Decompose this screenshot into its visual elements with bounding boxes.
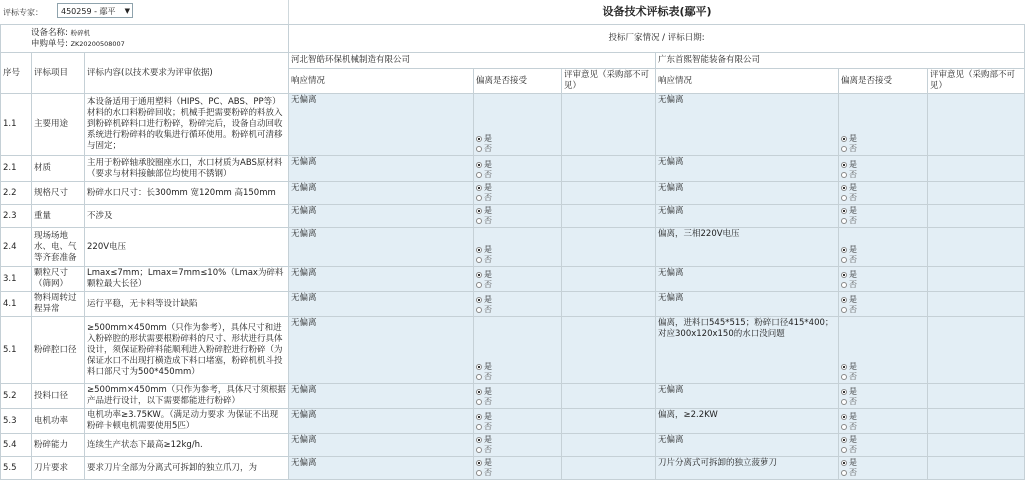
row-item: 规格尺寸 (32, 182, 85, 205)
v1-opinion[interactable] (562, 409, 656, 434)
row-item: 重量 (32, 205, 85, 228)
radio-circle-icon (476, 162, 482, 168)
radio-label: 否 (484, 193, 492, 202)
v2-accept (839, 182, 928, 205)
accept-no-radio[interactable] (841, 372, 925, 382)
v1-response[interactable]: 无偏离 (289, 434, 474, 457)
v1-opinion[interactable] (562, 228, 656, 267)
row-seq: 5.5 (1, 457, 32, 480)
accept-no-radio[interactable] (841, 280, 925, 290)
row-seq: 2.2 (1, 182, 32, 205)
accept-yes-radio[interactable] (476, 160, 559, 170)
radio-label: 是 (849, 206, 857, 215)
radio-circle-icon (476, 282, 482, 288)
evaluation-table (0, 24, 1025, 480)
table-row (1, 457, 1025, 480)
radio-circle-icon (476, 272, 482, 278)
radio-label: 否 (849, 422, 857, 431)
accept-yes-radio[interactable] (476, 206, 559, 216)
row-content: 主用于粉碎轴承胶圈座水口，水口材质为ABS原材料（要求与材料接触部位均使用不锈钢） (85, 156, 289, 182)
row-content: ≥500mm×450mm（只作为参考），具体尺寸和进入粉碎腔的形状需要根粉碎料的尺寸、形状进行具体设计，须保证粉碎料能顺利进入粉碎腔进行粉碎（为保证水口不出现打横造成下料口堵塞，粉碎机机斗投料口部尺寸为500*450mm） (85, 317, 289, 384)
v1-accept (474, 457, 562, 480)
v2-response[interactable]: 偏离，三相220V电压 (656, 228, 839, 267)
radio-circle-icon (841, 414, 847, 420)
radio-label: 否 (484, 468, 492, 477)
radio-circle-icon (841, 218, 847, 224)
radio-label: 否 (484, 397, 492, 406)
accept-yes-radio[interactable] (476, 458, 559, 468)
v2-opinion[interactable] (928, 409, 1025, 434)
accept-no-radio[interactable] (841, 216, 925, 226)
v2-opinion[interactable] (928, 457, 1025, 480)
row-item: 投料口径 (32, 384, 85, 409)
accept-no-radio[interactable] (476, 445, 559, 455)
radio-label: 是 (849, 412, 857, 421)
row-seq: 4.1 (1, 292, 32, 317)
v1-opinion-header: 评审意见（采购部不可见） (562, 69, 656, 94)
radio-label: 否 (484, 445, 492, 454)
radio-circle-icon (476, 470, 482, 476)
v2-accept (839, 317, 928, 384)
radio-circle-icon (476, 374, 482, 380)
radio-circle-icon (841, 247, 847, 253)
radio-label: 否 (849, 280, 857, 289)
accept-no-radio[interactable] (476, 397, 559, 407)
accept-no-radio[interactable] (476, 468, 559, 478)
radio-circle-icon (841, 399, 847, 405)
v1-accept (474, 434, 562, 457)
accept-yes-radio[interactable] (841, 160, 925, 170)
equipment-info (1, 25, 289, 53)
radio-label: 是 (484, 183, 492, 192)
row-seq: 2.4 (1, 228, 32, 267)
accept-yes-radio[interactable] (841, 435, 925, 445)
radio-label: 否 (849, 305, 857, 314)
radio-label: 否 (849, 216, 857, 225)
accept-no-radio[interactable] (476, 144, 559, 154)
row-content: 粉碎水口尺寸：长300mm 宽120mm 高150mm (85, 182, 289, 205)
radio-label: 否 (484, 422, 492, 431)
row-seq: 5.3 (1, 409, 32, 434)
radio-circle-icon (476, 307, 482, 313)
radio-circle-icon (476, 136, 482, 142)
accept-yes-radio[interactable] (841, 206, 925, 216)
radio-label: 否 (849, 372, 857, 381)
v1-accept (474, 205, 562, 228)
table-row (1, 434, 1025, 457)
radio-circle-icon (841, 424, 847, 430)
radio-circle-icon (841, 136, 847, 142)
v2-response[interactable]: 无偏离 (656, 384, 839, 409)
radio-label: 是 (484, 206, 492, 215)
row-item: 材质 (32, 156, 85, 182)
v2-opinion[interactable] (928, 205, 1025, 228)
row-content: 运行平稳，无卡料等设计缺陷 (85, 292, 289, 317)
requisition-label: 申购单号: (31, 38, 68, 49)
v1-accept (474, 384, 562, 409)
radio-circle-icon (841, 364, 847, 370)
v1-response[interactable]: 无偏离 (289, 156, 474, 182)
radio-circle-icon (841, 257, 847, 263)
radio-circle-icon (476, 460, 482, 466)
radio-circle-icon (476, 447, 482, 453)
v2-response-header: 响应情况 (656, 69, 839, 94)
accept-yes-radio[interactable] (476, 270, 559, 280)
accept-yes-radio[interactable] (841, 183, 925, 193)
radio-label: 是 (849, 435, 857, 444)
table-row (1, 228, 1025, 267)
radio-label: 否 (484, 305, 492, 314)
expert-selector-bar (0, 0, 288, 25)
radio-label: 是 (849, 270, 857, 279)
radio-circle-icon (476, 399, 482, 405)
radio-circle-icon (841, 437, 847, 443)
table-row (1, 94, 1025, 156)
row-content: ≥500mm×450mm（只作为参考，具体尺寸须根据产品进行设计，以下需要都能进行粉碎） (85, 384, 289, 409)
v2-accept-header: 偏离是否接受 (839, 69, 928, 94)
v1-accept (474, 409, 562, 434)
v1-response[interactable]: 无偏离 (289, 182, 474, 205)
radio-circle-icon (841, 195, 847, 201)
radio-circle-icon (841, 389, 847, 395)
v2-opinion[interactable] (928, 317, 1025, 384)
radio-label: 否 (849, 193, 857, 202)
v2-accept (839, 384, 928, 409)
radio-label: 否 (484, 216, 492, 225)
v1-response[interactable]: 无偏离 (289, 317, 474, 384)
accept-yes-radio[interactable] (476, 435, 559, 445)
accept-yes-radio[interactable] (476, 412, 559, 422)
row-content: 220V电压 (85, 228, 289, 267)
table-row (1, 267, 1025, 292)
v1-response[interactable]: 无偏离 (289, 292, 474, 317)
v2-accept (839, 205, 928, 228)
radio-circle-icon (476, 195, 482, 201)
row-content: 连续生产状态下最高≥12kg/h. (85, 434, 289, 457)
v2-accept (839, 156, 928, 182)
radio-label: 是 (849, 134, 857, 143)
v2-opinion[interactable] (928, 156, 1025, 182)
row-content: Lmax≤7mm；Lmax=7mm≤10%（Lmax为碎料颗粒最大长径） (85, 267, 289, 292)
v1-opinion[interactable] (562, 457, 656, 480)
v2-accept (839, 434, 928, 457)
accept-yes-radio[interactable] (841, 245, 925, 255)
radio-label: 是 (484, 412, 492, 421)
v1-response[interactable]: 无偏离 (289, 228, 474, 267)
col-content-header: 评标内容(以技术要求为评审依据) (85, 53, 289, 94)
v2-accept (839, 292, 928, 317)
radio-circle-icon (841, 146, 847, 152)
v1-accept (474, 228, 562, 267)
v2-response[interactable]: 无偏离 (656, 156, 839, 182)
radio-circle-icon (841, 208, 847, 214)
v1-opinion[interactable] (562, 434, 656, 457)
row-seq: 5.2 (1, 384, 32, 409)
accept-yes-radio[interactable] (476, 362, 559, 372)
radio-label: 否 (849, 397, 857, 406)
v2-response[interactable]: 无偏离 (656, 205, 839, 228)
row-seq: 5.4 (1, 434, 32, 457)
v1-accept (474, 182, 562, 205)
requisition-number: ZK20200508007 (70, 39, 125, 48)
row-item: 物料周转过程异常 (32, 292, 85, 317)
row-item: 现场场地水、电、气等齐套准备 (32, 228, 85, 267)
radio-circle-icon (476, 389, 482, 395)
v1-response[interactable]: 无偏离 (289, 409, 474, 434)
radio-label: 否 (484, 144, 492, 153)
accept-yes-radio[interactable] (841, 412, 925, 422)
v2-opinion[interactable] (928, 228, 1025, 267)
table-row (1, 409, 1025, 434)
accept-yes-radio[interactable] (476, 134, 559, 144)
radio-label: 是 (849, 183, 857, 192)
expert-label: 评标专家： (3, 8, 43, 17)
radio-label: 否 (849, 144, 857, 153)
v2-accept (839, 94, 928, 156)
v2-opinion-header: 评审意见（采购部不可见） (928, 69, 1025, 94)
row-content: 本设备适用于通用塑料（HIPS、PC、ABS、PP等）材料的水口料粉碎回收；机械手把需要粉碎的料放入到粉碎机碎料口进行粉碎，粉碎完后，设备自动回收系统进行粉碎料的收集进行循环使用。粉碎机可清移与固定； (85, 94, 289, 156)
accept-no-radio[interactable] (476, 422, 559, 432)
radio-label: 是 (484, 387, 492, 396)
equipment-name-label: 设备名称: (31, 27, 68, 38)
expert-select-value: 450259 - 鄢平 (61, 7, 116, 16)
v2-accept (839, 228, 928, 267)
v2-response[interactable]: 无偏离 (656, 94, 839, 156)
accept-no-radio[interactable] (476, 305, 559, 315)
v2-opinion[interactable] (928, 182, 1025, 205)
accept-no-radio[interactable] (476, 372, 559, 382)
radio-label: 否 (484, 170, 492, 179)
radio-label: 是 (849, 362, 857, 371)
v1-response[interactable]: 无偏离 (289, 384, 474, 409)
equipment-name: 粉碎机 (70, 28, 91, 37)
v2-opinion[interactable] (928, 292, 1025, 317)
radio-label: 是 (849, 387, 857, 396)
radio-label: 否 (849, 468, 857, 477)
row-content: 电机功率≥3.75KW。（满足动力要求 为保证不出现粉碎卡顿电机需要使用5匹） (85, 409, 289, 434)
v1-opinion[interactable] (562, 317, 656, 384)
radio-label: 是 (484, 362, 492, 371)
row-item: 颗粒尺寸（筛网） (32, 267, 85, 292)
radio-label: 是 (484, 270, 492, 279)
accept-yes-radio[interactable] (841, 362, 925, 372)
radio-label: 是 (484, 160, 492, 169)
v1-opinion[interactable] (562, 94, 656, 156)
row-seq: 2.1 (1, 156, 32, 182)
radio-circle-icon (841, 172, 847, 178)
bid-info-header: 投标厂家情况 / 评标日期: (289, 25, 1025, 53)
table-row (1, 292, 1025, 317)
radio-label: 否 (484, 372, 492, 381)
v2-response[interactable]: 无偏离 (656, 434, 839, 457)
accept-yes-radio[interactable] (476, 387, 559, 397)
v2-response[interactable]: 偏离，进料口545*515；粉碎口径415*400；对应300x120x150的水口没问题 (656, 317, 839, 384)
radio-label: 否 (484, 280, 492, 289)
accept-yes-radio[interactable] (841, 134, 925, 144)
table-row (1, 384, 1025, 409)
row-seq: 3.1 (1, 267, 32, 292)
row-item: 粉碎能力 (32, 434, 85, 457)
v2-response[interactable]: 无偏离 (656, 182, 839, 205)
v2-opinion[interactable] (928, 94, 1025, 156)
radio-label: 是 (849, 160, 857, 169)
v2-response[interactable]: 刀片分离式可拆卸的独立菠萝刀 (656, 457, 839, 480)
v1-accept (474, 267, 562, 292)
radio-label: 否 (849, 445, 857, 454)
row-item: 主要用途 (32, 94, 85, 156)
accept-yes-radio[interactable] (476, 245, 559, 255)
v2-response[interactable]: 无偏离 (656, 267, 839, 292)
row-seq: 1.1 (1, 94, 32, 156)
radio-label: 是 (484, 245, 492, 254)
accept-no-radio[interactable] (476, 280, 559, 290)
col-item-header: 评标项目 (32, 53, 85, 94)
v2-opinion[interactable] (928, 434, 1025, 457)
row-item: 粉碎腔口径 (32, 317, 85, 384)
expert-select[interactable] (57, 3, 133, 18)
accept-no-radio[interactable] (476, 170, 559, 180)
v1-accept (474, 94, 562, 156)
radio-circle-icon (841, 185, 847, 191)
accept-no-radio[interactable] (841, 445, 925, 455)
accept-yes-radio[interactable] (841, 270, 925, 280)
v2-accept (839, 457, 928, 480)
accept-no-radio[interactable] (841, 193, 925, 203)
row-seq: 2.3 (1, 205, 32, 228)
radio-label: 是 (484, 435, 492, 444)
row-seq: 5.1 (1, 317, 32, 384)
radio-circle-icon (476, 247, 482, 253)
radio-circle-icon (841, 374, 847, 380)
radio-circle-icon (841, 272, 847, 278)
radio-label: 否 (484, 255, 492, 264)
table-row (1, 156, 1025, 182)
accept-no-radio[interactable] (476, 255, 559, 265)
radio-circle-icon (841, 470, 847, 476)
radio-circle-icon (476, 437, 482, 443)
v1-opinion[interactable] (562, 384, 656, 409)
v2-opinion[interactable] (928, 267, 1025, 292)
v2-accept (839, 267, 928, 292)
radio-circle-icon (476, 424, 482, 430)
radio-label: 否 (849, 255, 857, 264)
chevron-down-icon: ▼ (124, 7, 130, 15)
radio-circle-icon (841, 447, 847, 453)
radio-label: 是 (484, 134, 492, 143)
radio-circle-icon (476, 146, 482, 152)
radio-label: 是 (484, 295, 492, 304)
accept-no-radio[interactable] (841, 170, 925, 180)
page-title: 设备技术评标表(鄢平) (288, 0, 1025, 25)
radio-circle-icon (476, 257, 482, 263)
v1-response[interactable]: 无偏离 (289, 457, 474, 480)
accept-yes-radio[interactable] (476, 295, 559, 305)
radio-circle-icon (476, 414, 482, 420)
radio-circle-icon (476, 185, 482, 191)
accept-yes-radio[interactable] (841, 458, 925, 468)
radio-circle-icon (841, 282, 847, 288)
v1-opinion[interactable] (562, 267, 656, 292)
row-item: 电机功率 (32, 409, 85, 434)
v2-response[interactable]: 偏离，≥2.2KW (656, 409, 839, 434)
accept-no-radio[interactable] (476, 193, 559, 203)
v2-accept (839, 409, 928, 434)
v1-response-header: 响应情况 (289, 69, 474, 94)
v1-response[interactable]: 无偏离 (289, 205, 474, 228)
v1-response[interactable]: 无偏离 (289, 267, 474, 292)
radio-label: 是 (849, 245, 857, 254)
radio-circle-icon (476, 364, 482, 370)
radio-circle-icon (476, 297, 482, 303)
accept-no-radio[interactable] (841, 305, 925, 315)
v1-response[interactable]: 无偏离 (289, 94, 474, 156)
v1-opinion[interactable] (562, 205, 656, 228)
row-content: 不涉及 (85, 205, 289, 228)
table-row (1, 317, 1025, 384)
v1-opinion[interactable] (562, 156, 656, 182)
radio-label: 是 (849, 458, 857, 467)
v2-response[interactable]: 无偏离 (656, 292, 839, 317)
accept-yes-radio[interactable] (476, 183, 559, 193)
accept-no-radio[interactable] (476, 216, 559, 226)
radio-circle-icon (841, 307, 847, 313)
radio-circle-icon (476, 172, 482, 178)
radio-circle-icon (476, 218, 482, 224)
radio-label: 是 (484, 458, 492, 467)
v1-accept (474, 317, 562, 384)
row-item: 刀片要求 (32, 457, 85, 480)
vendor-1-name: 河北智皓环保机械制造有限公司 (289, 53, 656, 69)
col-seq-header: 序号 (1, 53, 32, 94)
table-row (1, 205, 1025, 228)
accept-no-radio[interactable] (841, 468, 925, 478)
radio-circle-icon (841, 460, 847, 466)
accept-no-radio[interactable] (841, 144, 925, 154)
radio-label: 是 (849, 295, 857, 304)
v1-accept (474, 156, 562, 182)
accept-no-radio[interactable] (841, 397, 925, 407)
radio-label: 否 (849, 170, 857, 179)
accept-yes-radio[interactable] (841, 387, 925, 397)
radio-circle-icon (841, 297, 847, 303)
table-row (1, 182, 1025, 205)
v1-opinion[interactable] (562, 292, 656, 317)
radio-circle-icon (841, 162, 847, 168)
radio-circle-icon (476, 208, 482, 214)
v1-accept-header: 偏离是否接受 (474, 69, 562, 94)
vendor-2-name: 广东首熙智能装备有限公司 (656, 53, 1025, 69)
accept-yes-radio[interactable] (841, 295, 925, 305)
accept-no-radio[interactable] (841, 422, 925, 432)
v1-opinion[interactable] (562, 182, 656, 205)
v1-accept (474, 292, 562, 317)
accept-no-radio[interactable] (841, 255, 925, 265)
v2-opinion[interactable] (928, 384, 1025, 409)
row-content: 要求刀片全部为分离式可拆卸的独立爪刀，为 (85, 457, 289, 480)
